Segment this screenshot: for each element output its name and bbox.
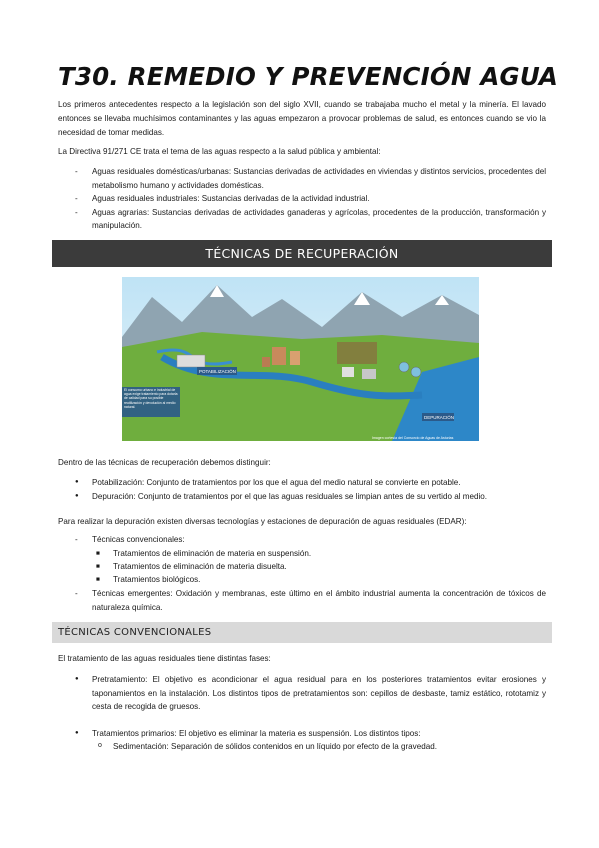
section-heading-conventional: TÉCNICAS CONVENCIONALES xyxy=(52,622,552,643)
list-item: - Técnicas emergentes: Oxidación y membranas, este último en el ámbito industrial aumenta la concentración de tóxicos de naturaleza química. xyxy=(58,587,546,614)
primarios-list xyxy=(58,727,546,741)
conventional-sublist xyxy=(58,547,546,586)
list-item: - Aguas residuales industriales: Sustancias derivadas de la actividad industrial. xyxy=(58,192,546,206)
list-item: - Técnicas convencionales: xyxy=(58,533,546,547)
list-item: ■ Tratamientos de eliminación de materia en suspensión. xyxy=(58,547,546,560)
techniques-list xyxy=(58,533,546,547)
page-title: T30. REMEDIO Y PREVENCIÓN AGUA xyxy=(58,62,558,91)
pretratamiento-list xyxy=(58,673,546,714)
list-item: ● Pretratamiento: El objetivo es acondicionar el agua residual para en los posteriores tratamientos evitar erosiones y taponamientos en la instalación. Los distintos tipos de pretratamientos son: cepillos de desbaste, tamiz estático, rototamiz y cesta de recogida de gruesos. xyxy=(58,673,546,714)
list-item: ● Tratamientos primarios: El objetivo es eliminar la materia es suspensión. Los distintos tipos: xyxy=(58,727,546,741)
list-item: - Aguas residuales domésticas/urbanas: Sustancias derivadas de actividades en viviendas y distintos servicios, procedentes del metabolismo humano y actividades domésticas. xyxy=(58,165,546,192)
list-item: ● Depuración: Conjunto de tratamientos por el que las aguas residuales se limpian antes de su vertido al medio. xyxy=(58,490,546,504)
water-cycle-illustration xyxy=(122,277,479,441)
directiva-paragraph: La Directiva 91/271 CE trata el tema de las aguas respecto a la salud pública y ambiental: xyxy=(58,147,381,156)
list-item: - Aguas agrarias: Sustancias derivadas de actividades ganaderas y agrícolas, procedentes de la producción, transformación y manipulación. xyxy=(58,206,546,233)
emerging-list xyxy=(58,587,546,614)
illustration-note: El consumo urbano e industrial de agua exige tratamiento para dotarla de calidad para su posible reutilización y devolución al medio natural. xyxy=(124,388,178,409)
illustration-credit: Imagen cortesía del Consorcio de Aguas de Asturias xyxy=(372,436,454,440)
water-types-list xyxy=(58,165,546,233)
list-item: o Sedimentación: Separación de sólidos contenidos en un líquido por efecto de la gravedad. xyxy=(58,740,546,753)
list-item: ■ Tratamientos biológicos. xyxy=(58,573,546,586)
distinguish-paragraph: Dentro de las técnicas de recuperación debemos distinguir: xyxy=(58,458,271,467)
fases-paragraph: El tratamiento de las aguas residuales tiene distintas fases: xyxy=(58,654,271,663)
intro-paragraph: Los primeros antecedentes respecto a la legislación son del siglo XVII, cuando se trabajaba mucho el metal y la minería. El lavado entonces se llevaba muchísimos contaminantes y las aguas empezaron a provocar problemas de salud, es entonces cuando se vio la necesidad de tomar medidas. xyxy=(58,100,546,137)
list-item: ■ Tratamientos de eliminación de materia disuelta. xyxy=(58,560,546,573)
edar-paragraph: Para realizar la depuración existen diversas tecnologías y estaciones de depuración de aguas residuales (EDAR): xyxy=(58,517,467,526)
section-heading-recovery: TÉCNICAS DE RECUPERACIÓN xyxy=(52,240,552,267)
primarios-sublist xyxy=(58,740,546,753)
recovery-list xyxy=(58,476,546,503)
illustration-label-depuracion: DEPURACIÓN xyxy=(424,415,455,420)
list-item: ● Potabilización: Conjunto de tratamientos por los que el agua del medio natural se convierte en potable. xyxy=(58,476,546,490)
illustration-label-potabilizacion: POTABILIZACIÓN xyxy=(199,369,236,374)
